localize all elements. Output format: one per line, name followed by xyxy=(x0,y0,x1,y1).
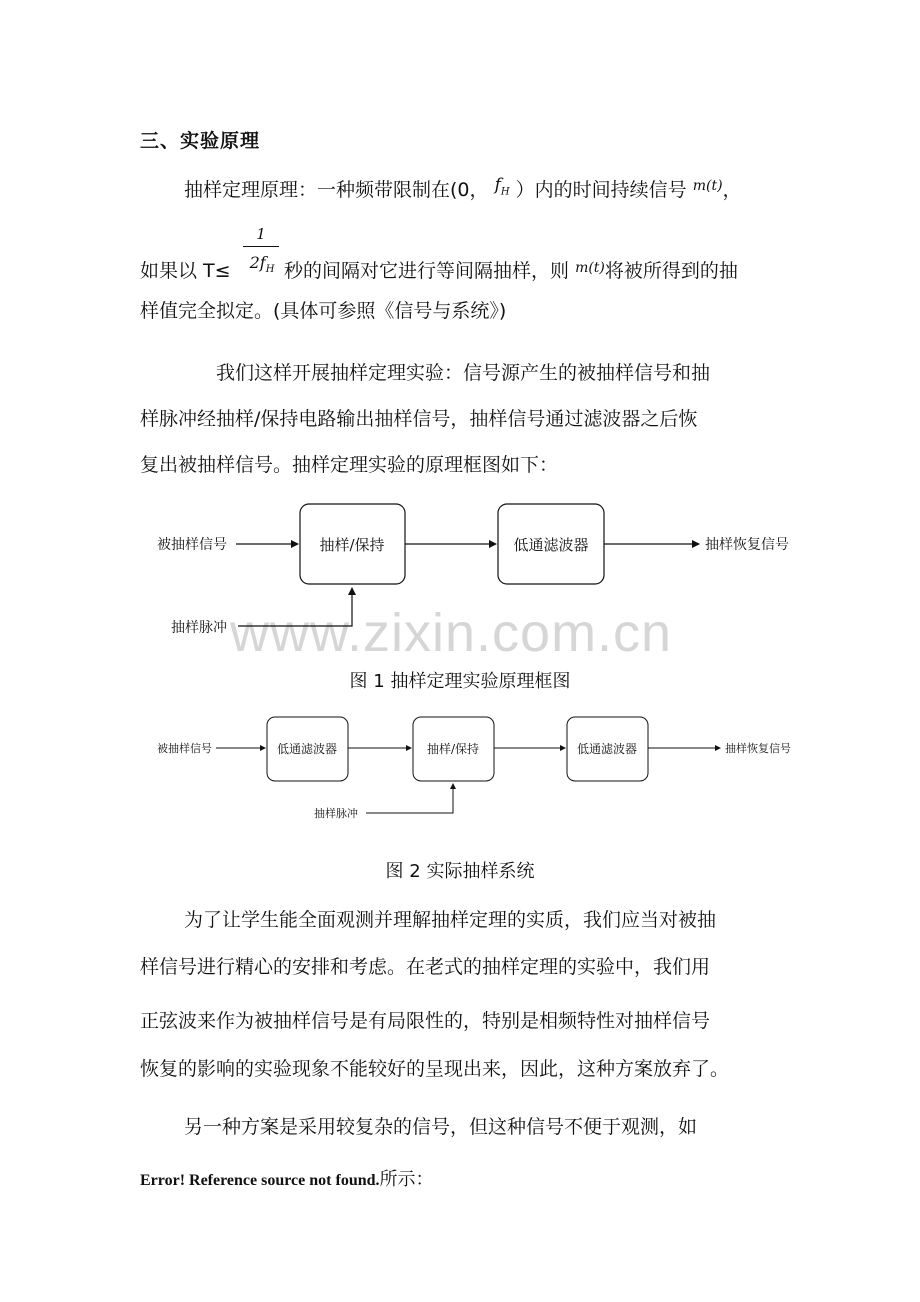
p4-suffix: 所示： xyxy=(379,1169,434,1190)
fig1-arrow-pulse xyxy=(238,588,352,626)
fig2-caption: 图 2 实际抽样系统 xyxy=(385,861,535,882)
fig1-block1-label: 抽样/保持 xyxy=(319,536,385,554)
fig1-caption: 图 1 抽样定理实验原理框图 xyxy=(349,671,571,692)
fig1-pulse-label: 抽样脉冲 xyxy=(171,620,227,636)
p2-line1: 我们这样开展抽样定理实验：信号源产生的被抽样信号和抽 xyxy=(216,362,711,384)
p4-line1: 另一种方案是采用较复杂的信号，但这种信号不便于观测，如 xyxy=(184,1116,698,1138)
fig1-input-label: 被抽样信号 xyxy=(157,537,227,553)
p1-line2-start: 如果以 T≤ xyxy=(140,260,231,282)
p3-line1: 为了让学生能全面观测并理解抽样定理的实质，我们应当对被抽 xyxy=(184,909,717,931)
p2-line3: 复出被抽样信号。抽样定理实验的原理框图如下： xyxy=(140,454,559,476)
section-heading: 三、实验原理 xyxy=(140,130,261,152)
fig1-block2-label: 低通滤波器 xyxy=(513,536,589,554)
p1-line1: 抽样定理原理：一种频带限制在(0， $f_H$ ）内的时间持续信号 $^{m(t)}$， xyxy=(184,175,742,201)
figure-1-diagram xyxy=(0,495,920,645)
p1-line3: 样值完全拟定。(具体可参照《信号与系统》) xyxy=(140,300,507,322)
fig2-block2-label: 抽样/保持 xyxy=(426,742,480,756)
fig2-pulse-label: 抽样脉冲 xyxy=(314,807,358,820)
p1-text-b: ）内的时间持续信号 xyxy=(515,179,687,201)
fig2-block3-label: 低通滤波器 xyxy=(576,742,638,756)
fig2-input-label: 被抽样信号 xyxy=(157,742,212,755)
m-t-symbol: m(t) xyxy=(692,178,723,194)
p3-line4: 恢复的影响的实验现象不能较好的呈现出来，因此，这种方案放弃了。 xyxy=(140,1058,730,1080)
watermark: www.zixin.com.cn xyxy=(230,603,673,663)
fig2-output-label: 抽样恢复信号 xyxy=(725,742,791,755)
fraction-denominator: $2f_H$ xyxy=(249,253,275,276)
fraction-numerator: 1 xyxy=(256,225,266,243)
fH-symbol: $f_H$ xyxy=(494,175,510,198)
fraction-bar xyxy=(243,246,279,247)
p4-line2 xyxy=(140,1165,434,1191)
p1-text-a: 抽样定理原理：一种频带限制在(0， xyxy=(184,179,489,201)
p2-line2: 样脉冲经抽样/保持电路输出抽样信号，抽样信号通过滤波器之后恢 xyxy=(140,408,698,430)
fig2-arrow-pulse xyxy=(366,784,453,813)
m-t-symbol-2: m(t) xyxy=(575,260,605,276)
fig2-block1-label: 低通滤波器 xyxy=(276,742,338,756)
p1-line2-rest: 秒的间隔对它进行等间隔抽样，则 $^{m(t)}$将被所得到的抽 xyxy=(284,260,738,282)
error-reference: Error! Reference source not found. xyxy=(140,1172,380,1189)
p3-line3: 正弦波来作为被抽样信号是有局限性的，特别是相频特性对抽样信号 xyxy=(140,1010,711,1032)
fig1-output-label: 抽样恢复信号 xyxy=(705,537,789,553)
figure-2-diagram xyxy=(0,705,920,825)
p3-line2: 样信号进行精心的安排和考虑。在老式的抽样定理的实验中，我们用 xyxy=(140,956,711,978)
